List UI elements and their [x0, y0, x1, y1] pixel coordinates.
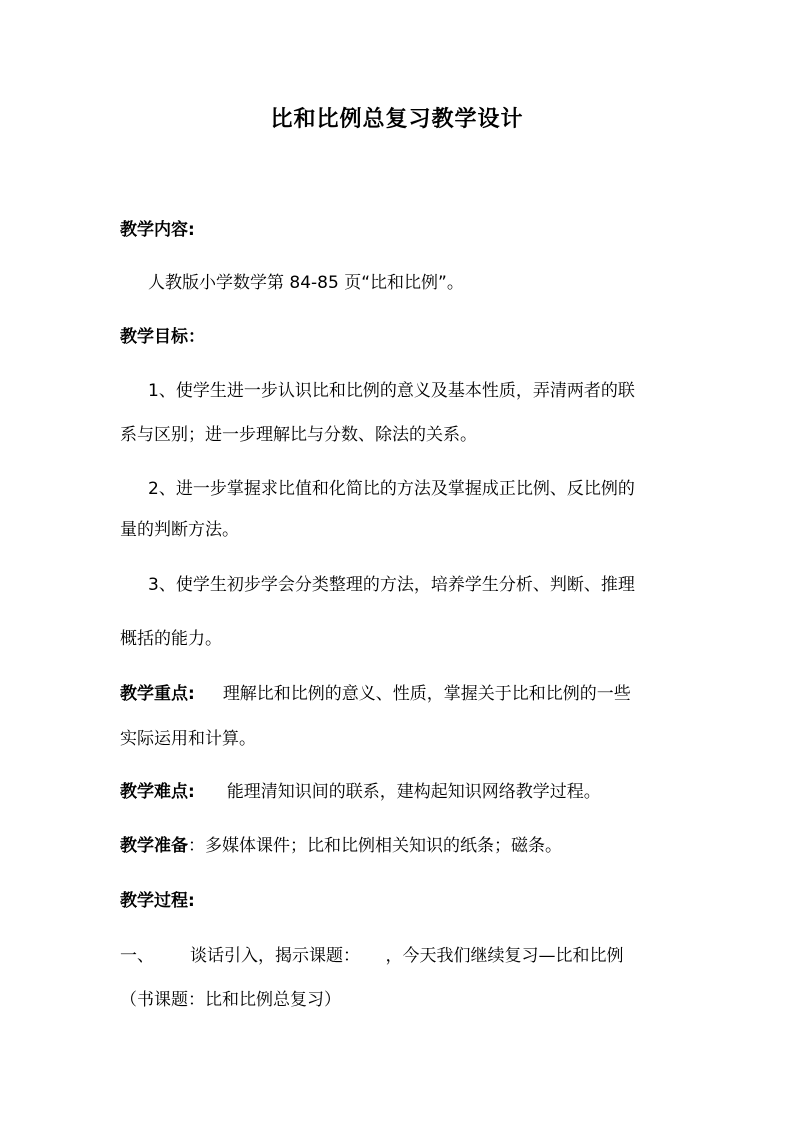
goal-1-line-1: 1、使学生进一步认识比和比例的意义及基本性质，弄清两者的联 — [148, 381, 635, 401]
difficulty-label: 教学难点: — [120, 782, 195, 802]
page-title: 比和比例总复习教学设计 — [270, 107, 524, 132]
step-1-line-1 — [120, 945, 680, 967]
preparation-line — [120, 835, 680, 857]
goal-1-line-2: 系与区别；进一步理解比与分数、除法的关系。 — [120, 425, 477, 445]
goal-3-line-1: 3、使学生初步学会分类整理的方法，培养学生分析、判断、推理 — [148, 575, 635, 595]
goal-2-line-1: 2、进一步掌握求比值和化简比的方法及掌握成正比例、反比例的 — [148, 479, 635, 499]
difficulty-line — [120, 781, 680, 803]
key-points-label: 教学重点: — [120, 684, 195, 704]
key-points-line-1 — [120, 683, 680, 705]
process-heading: 教学过程: — [120, 891, 195, 911]
step-1-number: 一、 — [120, 946, 154, 966]
step-1-line-2: （书课题：比和比例总复习） — [120, 990, 341, 1010]
goal-3-line-2: 概括的能力。 — [120, 629, 222, 649]
goal-2-line-2: 量的判断方法。 — [120, 520, 239, 540]
preparation-label: 教学准备 — [120, 836, 188, 856]
content-text: 人教版小学数学第 84-85 页“比和比例”。 — [148, 273, 464, 293]
difficulty-text: 能理清知识间的联系，建构起知识网络教学过程。 — [226, 782, 601, 802]
key-points-text: 理解比和比例的意义、性质，掌握关于比和比例的一些 — [222, 684, 631, 704]
content-heading: 教学内容: — [120, 220, 195, 240]
preparation-text: ：多媒体课件；比和比例相关知识的纸条；磁条。 — [188, 836, 562, 856]
goals-heading: 教学目标： — [120, 327, 205, 347]
key-points-line-2: 实际运用和计算。 — [120, 729, 256, 749]
step-1-text: 谈话引入，揭示课题： ，今天我们继续复习—比和比例 — [190, 946, 624, 966]
